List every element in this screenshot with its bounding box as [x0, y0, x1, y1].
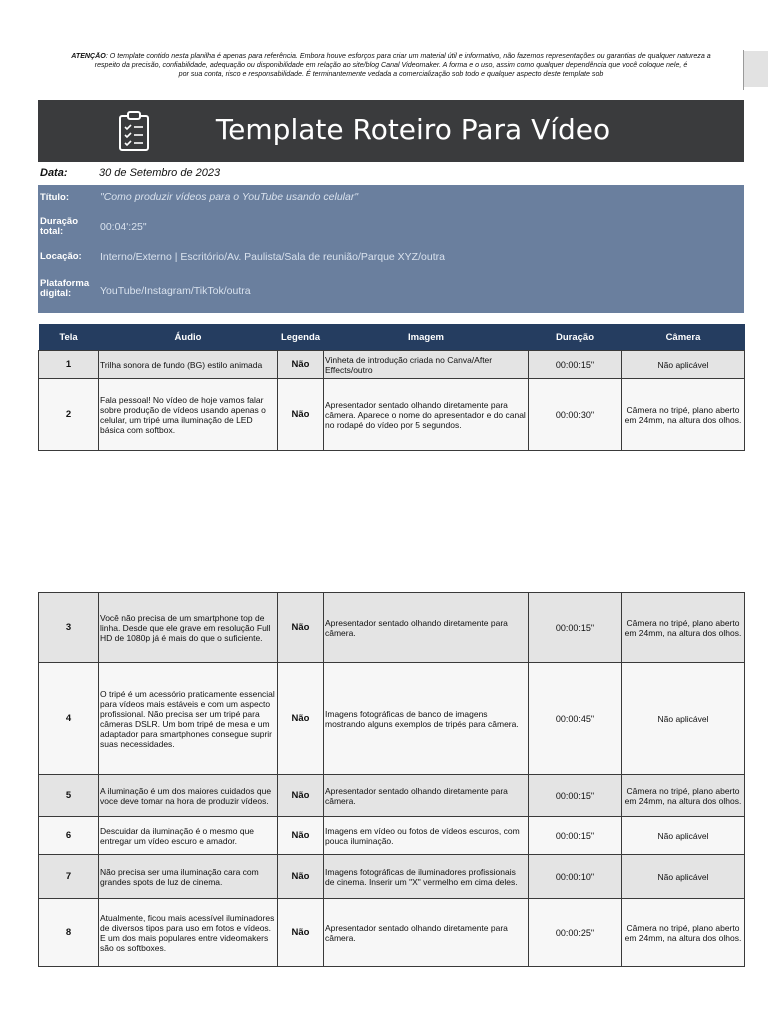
- cell-camera[interactable]: Não aplicável: [622, 351, 745, 379]
- cell-camera[interactable]: Câmera no tripé, plano aberto em 24mm, na altura dos olhos.: [622, 899, 745, 967]
- cell-legenda[interactable]: Não: [278, 593, 324, 663]
- cell-duracao[interactable]: 00:00:30": [529, 379, 622, 451]
- clipboard-checklist-icon: [116, 110, 152, 152]
- info-panel: [38, 185, 744, 313]
- cell-duracao[interactable]: 00:00:25": [529, 899, 622, 967]
- script-table-page-1: [38, 324, 745, 451]
- cell-audio[interactable]: Você não precisa de um smartphone top de linha. Desde que ele grave em resolução Full HD de 1080p já é mais do que o suficiente.: [99, 593, 278, 663]
- cell-camera[interactable]: Câmera no tripé, plano aberto em 24mm, na altura dos olhos.: [622, 775, 745, 817]
- cell-tela[interactable]: 2: [39, 379, 99, 451]
- cell-imagem[interactable]: Imagens fotográficas de banco de imagens mostrando alguns exemplos de tripés para câmera.: [324, 663, 529, 775]
- cell-tela[interactable]: 5: [39, 775, 99, 817]
- cell-legenda[interactable]: Não: [278, 775, 324, 817]
- table-header-row: [39, 324, 745, 351]
- cell-audio[interactable]: A iluminação é um dos maiores cuidados que voce deve tomar na hora de produzir vídeos.: [99, 775, 278, 817]
- cell-audio[interactable]: Descuidar da iluminação é o mesmo que entregar um vídeo escuro e amador.: [99, 817, 278, 855]
- title-banner: [38, 100, 744, 162]
- cell-camera[interactable]: Câmera no tripé, plano aberto em 24mm, na altura dos olhos.: [622, 379, 745, 451]
- cell-legenda[interactable]: Não: [278, 663, 324, 775]
- table-row: [39, 351, 745, 379]
- cell-tela[interactable]: 4: [39, 663, 99, 775]
- table-row: [39, 899, 745, 967]
- cell-duracao[interactable]: 00:00:15": [529, 593, 622, 663]
- cell-legenda[interactable]: Não: [278, 817, 324, 855]
- titulo-label: Título:: [40, 192, 70, 203]
- cell-audio[interactable]: Trilha sonora de fundo (BG) estilo animada: [99, 351, 278, 379]
- header-imagem: Imagem: [324, 324, 529, 351]
- disclaimer: [38, 52, 744, 90]
- cell-audio[interactable]: Não precisa ser uma iluminação cara com grandes spots de luz de cinema.: [99, 855, 278, 899]
- locacao-value[interactable]: Interno/Externo | Escritório/Av. Paulista/Sala de reunião/Parque XYZ/outra: [100, 251, 445, 263]
- plataforma-label: Plataforma digital:: [40, 278, 90, 299]
- header-audio: Áudio: [99, 324, 278, 351]
- table-row: [39, 775, 745, 817]
- cell-legenda[interactable]: Não: [278, 855, 324, 899]
- cell-camera[interactable]: Não aplicável: [622, 817, 745, 855]
- cell-camera[interactable]: Não aplicável: [622, 663, 745, 775]
- locacao-label: Locação:: [40, 251, 82, 262]
- plataforma-value[interactable]: YouTube/Instagram/TikTok/outra: [100, 285, 251, 297]
- cell-camera[interactable]: Câmera no tripé, plano aberto em 24mm, na altura dos olhos.: [622, 593, 745, 663]
- cell-imagem[interactable]: Imagens em vídeo ou fotos de vídeos escuros, com pouca iluminação.: [324, 817, 529, 855]
- table-row: [39, 379, 745, 451]
- date-row: [38, 164, 744, 184]
- cell-duracao[interactable]: 00:00:15": [529, 351, 622, 379]
- cell-imagem[interactable]: Apresentador sentado olhando diretamente para câmera. Aparece o nome do apresentador e do canal no rodapé do vídeo por 5 segundos.: [324, 379, 529, 451]
- cell-imagem[interactable]: Imagens fotográficas de iluminadores profissionais de cinema. Inserir um "X" vermelho em cima deles.: [324, 855, 529, 899]
- cell-audio[interactable]: O tripé é um acessório praticamente essencial para vídeos mais estáveis e com um aspecto profissional. Não precisa ser um tripé para câmeras DSLR. Um bom tripé de mesa e um adaptador para smartphones consegue suprir suas necessidades.: [99, 663, 278, 775]
- cell-legenda[interactable]: Não: [278, 351, 324, 379]
- cell-camera[interactable]: Não aplicável: [622, 855, 745, 899]
- header-tela: Tela: [39, 324, 99, 351]
- cell-imagem[interactable]: Vinheta de introdução criada no Canva/After Effects/outro: [324, 351, 529, 379]
- date-label: Data:: [40, 167, 68, 179]
- titulo-value[interactable]: "Como produzir vídeos para o YouTube usando celular": [100, 191, 359, 203]
- cell-tela[interactable]: 8: [39, 899, 99, 967]
- cell-tela[interactable]: 7: [39, 855, 99, 899]
- cell-audio[interactable]: Atualmente, ficou mais acessível iluminadores de diversos tipos para uso em fotos e vídeos. E um dos mais populares entre videomakers são os softboxes.: [99, 899, 278, 967]
- disclaimer-label: ATENÇÃO: [71, 52, 106, 60]
- cell-duracao[interactable]: 00:00:15": [529, 775, 622, 817]
- adjacent-cell: [744, 51, 768, 87]
- duracao-label: Duração total:: [40, 216, 79, 237]
- cell-tela[interactable]: 6: [39, 817, 99, 855]
- table-row: [39, 817, 745, 855]
- cell-duracao[interactable]: 00:00:45": [529, 663, 622, 775]
- cell-imagem[interactable]: Apresentador sentado olhando diretamente para câmera.: [324, 593, 529, 663]
- table-row: [39, 593, 745, 663]
- disclaimer-line-1: ATENÇÃO: O template contido nesta planilha é apenas para referência. Embora houve esforços para criar um material útil e informativo, não fazemos representações ou garantias de qualquer natureza a: [71, 52, 711, 60]
- header-duracao: Duração: [529, 324, 622, 351]
- cell-audio[interactable]: Fala pessoal! No vídeo de hoje vamos falar sobre produção de vídeos usando apenas o celular, um tripé uma iluminação de LED básica com softbox.: [99, 379, 278, 451]
- header-camera: Câmera: [622, 324, 745, 351]
- table-row: [39, 855, 745, 899]
- duracao-value[interactable]: 00:04':25": [100, 221, 147, 233]
- cell-imagem[interactable]: Apresentador sentado olhando diretamente para câmera.: [324, 899, 529, 967]
- cell-legenda[interactable]: Não: [278, 899, 324, 967]
- page-title: Template Roteiro Para Vídeo: [215, 113, 611, 146]
- script-table-page-2: [38, 592, 745, 967]
- table-row: [39, 663, 745, 775]
- cell-legenda[interactable]: Não: [278, 379, 324, 451]
- header-legenda: Legenda: [278, 324, 324, 351]
- cell-duracao[interactable]: 00:00:10": [529, 855, 622, 899]
- disclaimer-line-3: por sua conta, risco e responsabilidade. É terminantemente vedada a comercialização sob todo e qualquer aspecto deste template sob: [178, 70, 604, 78]
- date-value[interactable]: 30 de Setembro de 2023: [99, 167, 221, 179]
- cell-tela[interactable]: 3: [39, 593, 99, 663]
- disclaimer-line-2: respeito da precisão, confiabilidade, adequação ou disponibilidade em relação ao site/blog Canal Videomaker. A forma e o uso, assim como qualquer dependência que você coloque nele, é: [94, 61, 688, 69]
- cell-duracao[interactable]: 00:00:15": [529, 817, 622, 855]
- cell-imagem[interactable]: Apresentador sentado olhando diretamente para câmera.: [324, 775, 529, 817]
- cell-tela[interactable]: 1: [39, 351, 99, 379]
